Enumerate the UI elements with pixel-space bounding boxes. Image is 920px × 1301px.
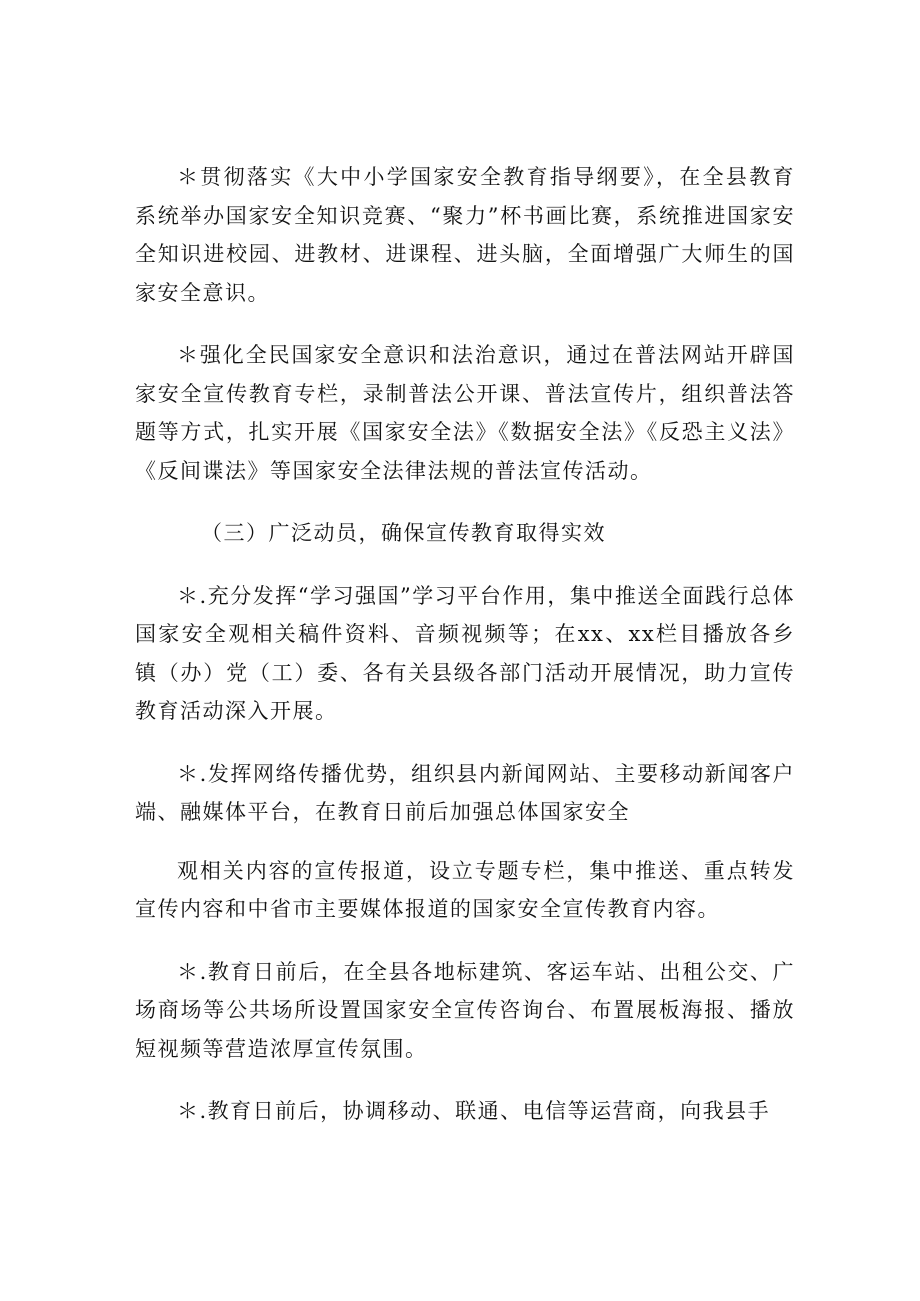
paragraph-legal-awareness: ＊强化全民国家安全意识和法治意识，通过在普法网站开辟国家安全宣传教育专栏，录制普法公开课、普法宣传片，组织普法答题等方式，扎实开展《国家安全法》《数据安全法》《反恐主义法》《反间谍法》等国家安全法律法规的普法宣传活动。: [135, 343, 795, 483]
paragraph-xuexi-platform: ＊.充分发挥“学习强国”学习平台作用，集中推送全面践行总体国家安全观相关稿件资料、音频视频等；在xx、xx栏目播放各乡镇（办）党（工）委、各有关县级各部门活动开展情况，助力宣传教育活动深入开展。: [135, 583, 795, 723]
paragraph-network-media-continued: 观相关内容的宣传报道，设立专题专栏，集中推送、重点转发宣传内容和中省市主要媒体报道的国家安全宣传教育内容。: [135, 858, 795, 921]
paragraph-spacer: [135, 929, 795, 953]
paragraph-network-media: ＊.发挥网络传播优势，组织县内新闻网站、主要移动新闻客户端、融媒体平台，在教育日前后加强总体国家安全: [135, 761, 795, 824]
paragraph-spacer: [135, 312, 795, 336]
paragraph-spacer: [135, 1068, 795, 1092]
paragraph-public-venues: ＊.教育日前后，在全县各地标建筑、客运车站、出租公交、广场商场等公共场所设置国家安全宣传咨询台、布置展板海报、播放短视频等营造浓厚宣传氛围。: [135, 959, 795, 1061]
paragraph-spacer: [135, 553, 795, 577]
document-body: [135, 158, 795, 1131]
paragraph-spacer: [135, 731, 795, 755]
paragraph-telecom-operators: ＊.教育日前后，协调移动、联通、电信等运营商，向我县手: [177, 1099, 771, 1123]
paragraph-education-outline: ＊贯彻落实《大中小学国家安全教育指导纲要》，在全县教育系统举办国家安全知识竞赛、“聚力”杯书画比赛，系统推进国家安全知识进校园、进教材、进课程、进头脑，全面增强广大师生的国家安全意识。: [135, 165, 795, 305]
paragraph-spacer: [135, 832, 795, 852]
section-heading: （三）广泛动员，确保宣传教育取得实效: [201, 521, 606, 545]
paragraph-spacer: [135, 490, 795, 514]
